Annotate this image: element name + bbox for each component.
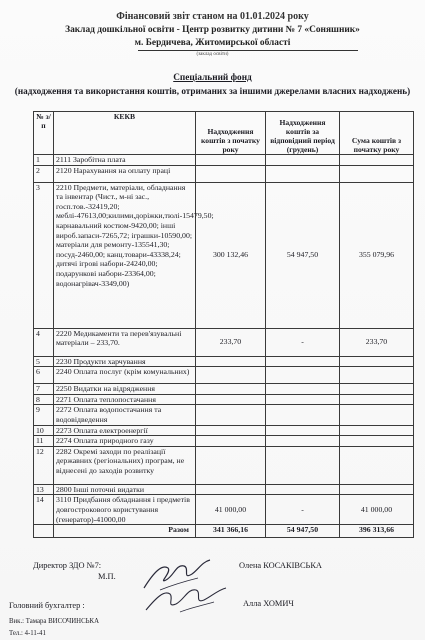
row-period <box>266 356 340 367</box>
col-header-start: Надходження коштів з початку року <box>196 112 266 155</box>
row-sum <box>340 446 414 484</box>
row-period <box>266 384 340 395</box>
col-header-period: Надходження коштів за відповідний період (грудень) <box>266 112 340 155</box>
total-sum: 396 313,66 <box>340 525 414 538</box>
total-num-cell <box>34 525 54 538</box>
total-label: Разом <box>54 525 196 538</box>
title-underline <box>138 50 358 51</box>
table-row <box>34 405 414 425</box>
row-num: 1 <box>34 155 54 166</box>
row-sum <box>340 425 414 436</box>
row-kekv: 2120 Нарахування на оплату праці <box>54 165 196 182</box>
table-total-row <box>34 525 414 538</box>
row-sum <box>340 405 414 425</box>
row-period <box>266 405 340 425</box>
row-period <box>266 155 340 166</box>
table-row <box>34 165 414 182</box>
row-num: 7 <box>34 384 54 395</box>
fund-description: (надходження та використання коштів, отриманих за іншими джерелами власних надходжень) <box>14 86 411 96</box>
executor-line: Вик.: Тамара ВИСОЧИНСЬКА <box>9 618 99 625</box>
total-start: 341 366,16 <box>196 525 266 538</box>
row-period <box>266 425 340 436</box>
report-title: Фінансовий звіт станом на 01.01.2024 року <box>116 11 309 22</box>
kekv-table <box>33 111 414 538</box>
table-row <box>34 182 414 328</box>
accountant-label: Головний бухгалтер : <box>9 601 85 610</box>
stamp-mark: М.П. <box>98 572 116 581</box>
row-num: 12 <box>34 446 54 484</box>
row-sum: 233,70 <box>340 328 414 356</box>
row-kekv: 2111 Заробітна плата <box>54 155 196 166</box>
table-row <box>34 356 414 367</box>
row-sum <box>340 356 414 367</box>
row-start <box>196 356 266 367</box>
row-num: 10 <box>34 425 54 436</box>
row-start <box>196 165 266 182</box>
table-row <box>34 328 414 356</box>
row-num: 6 <box>34 367 54 384</box>
institution-name: Заклад дошкільної освіти - Центр розвитку дитини № 7 «Соняшник» <box>65 25 360 35</box>
row-start <box>196 384 266 395</box>
fund-title: Спеціальний фонд <box>173 73 252 83</box>
row-num: 11 <box>34 436 54 447</box>
row-kekv: 2282 Окремі заходи по реалізації державних (регіональних) програм, не віднесені до заходів розвитку <box>54 446 196 484</box>
row-period: - <box>266 328 340 356</box>
row-num: 3 <box>34 182 54 328</box>
col-header-num: № з/п <box>34 112 54 155</box>
row-sum <box>340 155 414 166</box>
row-sum <box>340 165 414 182</box>
row-start <box>196 405 266 425</box>
row-num: 9 <box>34 405 54 425</box>
row-start <box>196 436 266 447</box>
institution-caption: (заклад освіти) <box>196 52 229 57</box>
row-period: 54 947,50 <box>266 182 340 328</box>
row-period <box>266 446 340 484</box>
row-num: 8 <box>34 394 54 405</box>
row-start <box>196 425 266 436</box>
row-num: 13 <box>34 484 54 495</box>
row-kekv: 2250 Видатки на відрядження <box>54 384 196 395</box>
col-header-kekv: КЕКВ <box>54 112 196 155</box>
row-start <box>196 446 266 484</box>
row-period <box>266 367 340 384</box>
row-kekv: 2240 Оплата послуг (крім комунальних) <box>54 367 196 384</box>
table-row <box>34 495 414 525</box>
row-period <box>266 484 340 495</box>
row-start <box>196 367 266 384</box>
row-start <box>196 484 266 495</box>
row-start <box>196 394 266 405</box>
table-row <box>34 155 414 166</box>
total-period: 54 947,50 <box>266 525 340 538</box>
table-row <box>34 367 414 384</box>
row-sum <box>340 484 414 495</box>
institution-city: м. Бердичева, Житомирської області <box>134 38 291 48</box>
row-period <box>266 436 340 447</box>
phone-line: Тел.: 4-11-41 <box>9 630 46 637</box>
col-header-sum: Сума коштів з початку року <box>340 112 414 155</box>
accountant-name: Алла ХОМИЧ <box>243 599 294 608</box>
row-kekv: 2273 Оплата електроенергії <box>54 425 196 436</box>
row-period: - <box>266 495 340 525</box>
row-kekv: 2800 Інші поточні видатки <box>54 484 196 495</box>
row-sum: 41 000,00 <box>340 495 414 525</box>
table-row <box>34 394 414 405</box>
row-period <box>266 394 340 405</box>
row-kekv: 2272 Оплата водопостачання та водовідведення <box>54 405 196 425</box>
row-start: 233,70 <box>196 328 266 356</box>
row-num: 2 <box>34 165 54 182</box>
director-name: Олена КОСАКІВСЬКА <box>239 561 322 570</box>
row-num: 14 <box>34 495 54 525</box>
table-row <box>34 425 414 436</box>
row-sum <box>340 394 414 405</box>
table-row <box>34 436 414 447</box>
table-row <box>34 446 414 484</box>
row-sum <box>340 367 414 384</box>
table-row <box>34 484 414 495</box>
director-label: Директор ЗДО №7: <box>33 561 102 570</box>
row-sum: 355 079,96 <box>340 182 414 328</box>
table-header-row <box>34 112 414 155</box>
row-num: 4 <box>34 328 54 356</box>
table-row <box>34 384 414 395</box>
row-kekv: 2230 Продукти харчування <box>54 356 196 367</box>
row-num: 5 <box>34 356 54 367</box>
row-kekv: 2220 Медикаменти та перев'язувальні матеріали – 233,70. <box>54 328 196 356</box>
row-kekv: 2274 Оплата природного газу <box>54 436 196 447</box>
row-kekv: 3110 Придбання обладнання і предметів довгострокового користування (генератор)-41000,00 <box>54 495 196 525</box>
row-sum <box>340 436 414 447</box>
row-start <box>196 155 266 166</box>
row-kekv: 2271 Оплата теплопостачання <box>54 394 196 405</box>
row-start: 41 000,00 <box>196 495 266 525</box>
row-start: 300 132,46 <box>196 182 266 328</box>
accountant-signature <box>140 580 230 620</box>
row-period <box>266 165 340 182</box>
row-kekv: 2210 Предмети, матеріали, обладнання та інвентар (Чист., м-ні зас., госп.тов.-32419,20; меблі-47613,00;килими,доріжки,тюлі-15479,50; карнавальний костюм-9420,00; інші вироб.запаси-7265,72; іграшки-10590,00; матеріали для ремонту-135541,30; посуд-2460,00; канц.товари-43338,24; дитячі ігрові набори-24240,00; подарункові набори-23364,00; водонагрівач-3349,00) <box>54 182 196 328</box>
row-sum <box>340 384 414 395</box>
